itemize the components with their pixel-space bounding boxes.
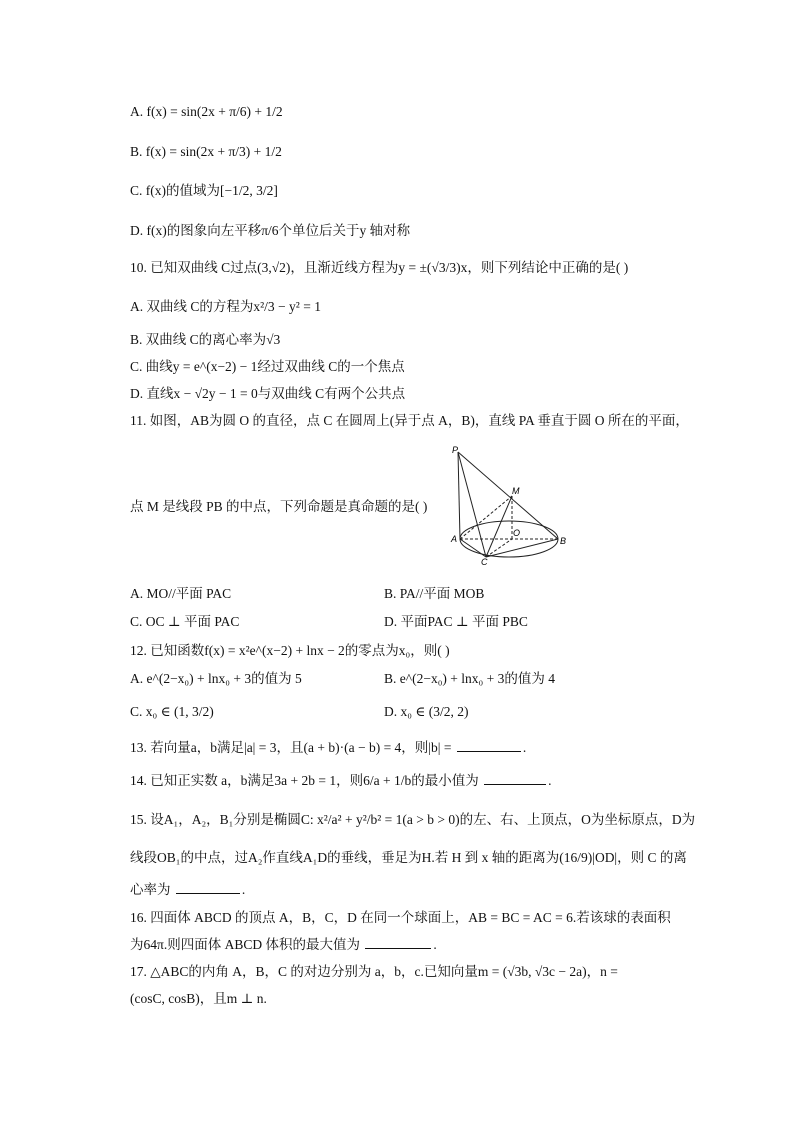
q10-option-a: A. 双曲线 C的方程为x²/3 − y² = 1 (130, 299, 321, 314)
q9-option-b: B. f(x) = sin(2x + π/3) + 1/2 (130, 144, 282, 159)
q17-line2: (cosC, cosB)，且m ⊥ n. (130, 991, 267, 1006)
q11-option-b: B. PA//平面 MOB (384, 586, 485, 601)
q10-option-b: B. 双曲线 C的离心率为√3 (130, 332, 281, 347)
q11-geometry-diagram (446, 444, 594, 566)
q12-option-d: D. x₀ ∈ (3/2, 2) (384, 704, 469, 719)
q14 (130, 771, 551, 791)
edge-pc (458, 452, 486, 557)
edge-cb (486, 539, 558, 557)
q16-line2 (130, 935, 437, 955)
q16-end: . (433, 937, 437, 952)
q11-stem-line1: 11. 如图，AB为圆 O 的直径，点 C 在圆周上(异于点 A，B)，直线 PA 垂直于圆 O 所在的平面， (130, 413, 689, 428)
q15-line3-text: 心率为 (130, 882, 171, 897)
q9-option-c: C. f(x)的值域为[−1/2, 3/2] (130, 183, 278, 198)
q12-option-a: A. e^(2−x₀) + lnx₀ + 3的值为 5 (130, 671, 302, 686)
label-b: B (560, 536, 567, 546)
q14-end: . (548, 773, 552, 788)
q13-answer-blank[interactable] (457, 750, 521, 752)
q13-stem: 13. 若向量a，b满足|a| = 3，且(a + b)·(a − b) = 4，则|b| = (130, 740, 452, 755)
q10-stem: 10. 已知双曲线 C过点(3,√2)，且渐近线方程为y = ±(√3/3)x，则下列结论中正确的是( ) (130, 260, 629, 275)
q15-answer-blank[interactable] (176, 892, 240, 894)
q13-end: . (522, 740, 527, 755)
q9-option-d: D. f(x)的图象向左平移π/6个单位后关于y 轴对称 (130, 223, 411, 238)
label-p: P (452, 445, 459, 455)
q17-line1: 17. △ABC的内角 A，B，C 的对边分别为 a，b，c.已知向量m = (√3b, √3c − 2a)，n = (130, 964, 618, 979)
q13 (130, 738, 526, 758)
q15-line1: 15. 设A₁，A₂，B₁分别是椭圆C: x²/a² + y²/b² = 1(a > b > 0)的左、右、上顶点，O为坐标原点，D为 (130, 812, 696, 827)
q12-option-b: B. e^(2−x₀) + lnx₀ + 3的值为 4 (384, 671, 555, 686)
q10-option-d: D. 直线x − √2y − 1 = 0与双曲线 C有两个公共点 (130, 386, 406, 401)
q14-answer-blank[interactable] (484, 783, 546, 785)
edge-pa (458, 452, 460, 539)
q12-stem: 12. 已知函数f(x) = x²e^(x−2) + lnx − 2的零点为x₀，则( ) (130, 643, 450, 658)
q10-option-c: C. 曲线y = e^(x−2) − 1经过双曲线 C的一个焦点 (130, 359, 405, 374)
q12-option-c: C. x₀ ∈ (1, 3/2) (130, 704, 214, 719)
q16-answer-blank[interactable] (365, 947, 431, 949)
label-a: A (451, 534, 458, 544)
q15-line2: 线段OB₁的中点，过A₂作直线A₁D的垂线，垂足为H.若 H 到 x 轴的距离为(16/9)|OD|，则 C 的离 (130, 850, 687, 865)
edge-pb (458, 452, 558, 539)
label-m: M (512, 486, 520, 496)
q15-end: . (241, 882, 246, 897)
q11-option-a: A. MO//平面 PAC (130, 586, 232, 601)
q16-line1: 16. 四面体 ABCD 的顶点 A，B，C，D 在同一个球面上，AB = BC = AC = 6.若该球的表面积 (130, 910, 671, 925)
q14-stem: 14. 已知正实数 a，b满足3a + 2b = 1，则6/a + 1/b的最小值为 (130, 773, 479, 788)
q11-option-d: D. 平面PAC ⊥ 平面 PBC (384, 614, 528, 629)
q16-line2-text: 为64π.则四面体 ABCD 体积的最大值为 (130, 937, 360, 952)
q11-option-c: C. OC ⊥ 平面 PAC (130, 614, 240, 629)
label-o: O (513, 528, 521, 538)
q11-stem-line2: 点 M 是线段 PB 的中点，下列命题是真命题的是( ) (130, 499, 428, 514)
label-c: C (481, 557, 488, 566)
q15-line3 (130, 880, 245, 900)
edge-am-dashed (460, 496, 512, 539)
q9-option-a: A. f(x) = sin(2x + π/6) + 1/2 (130, 104, 283, 119)
